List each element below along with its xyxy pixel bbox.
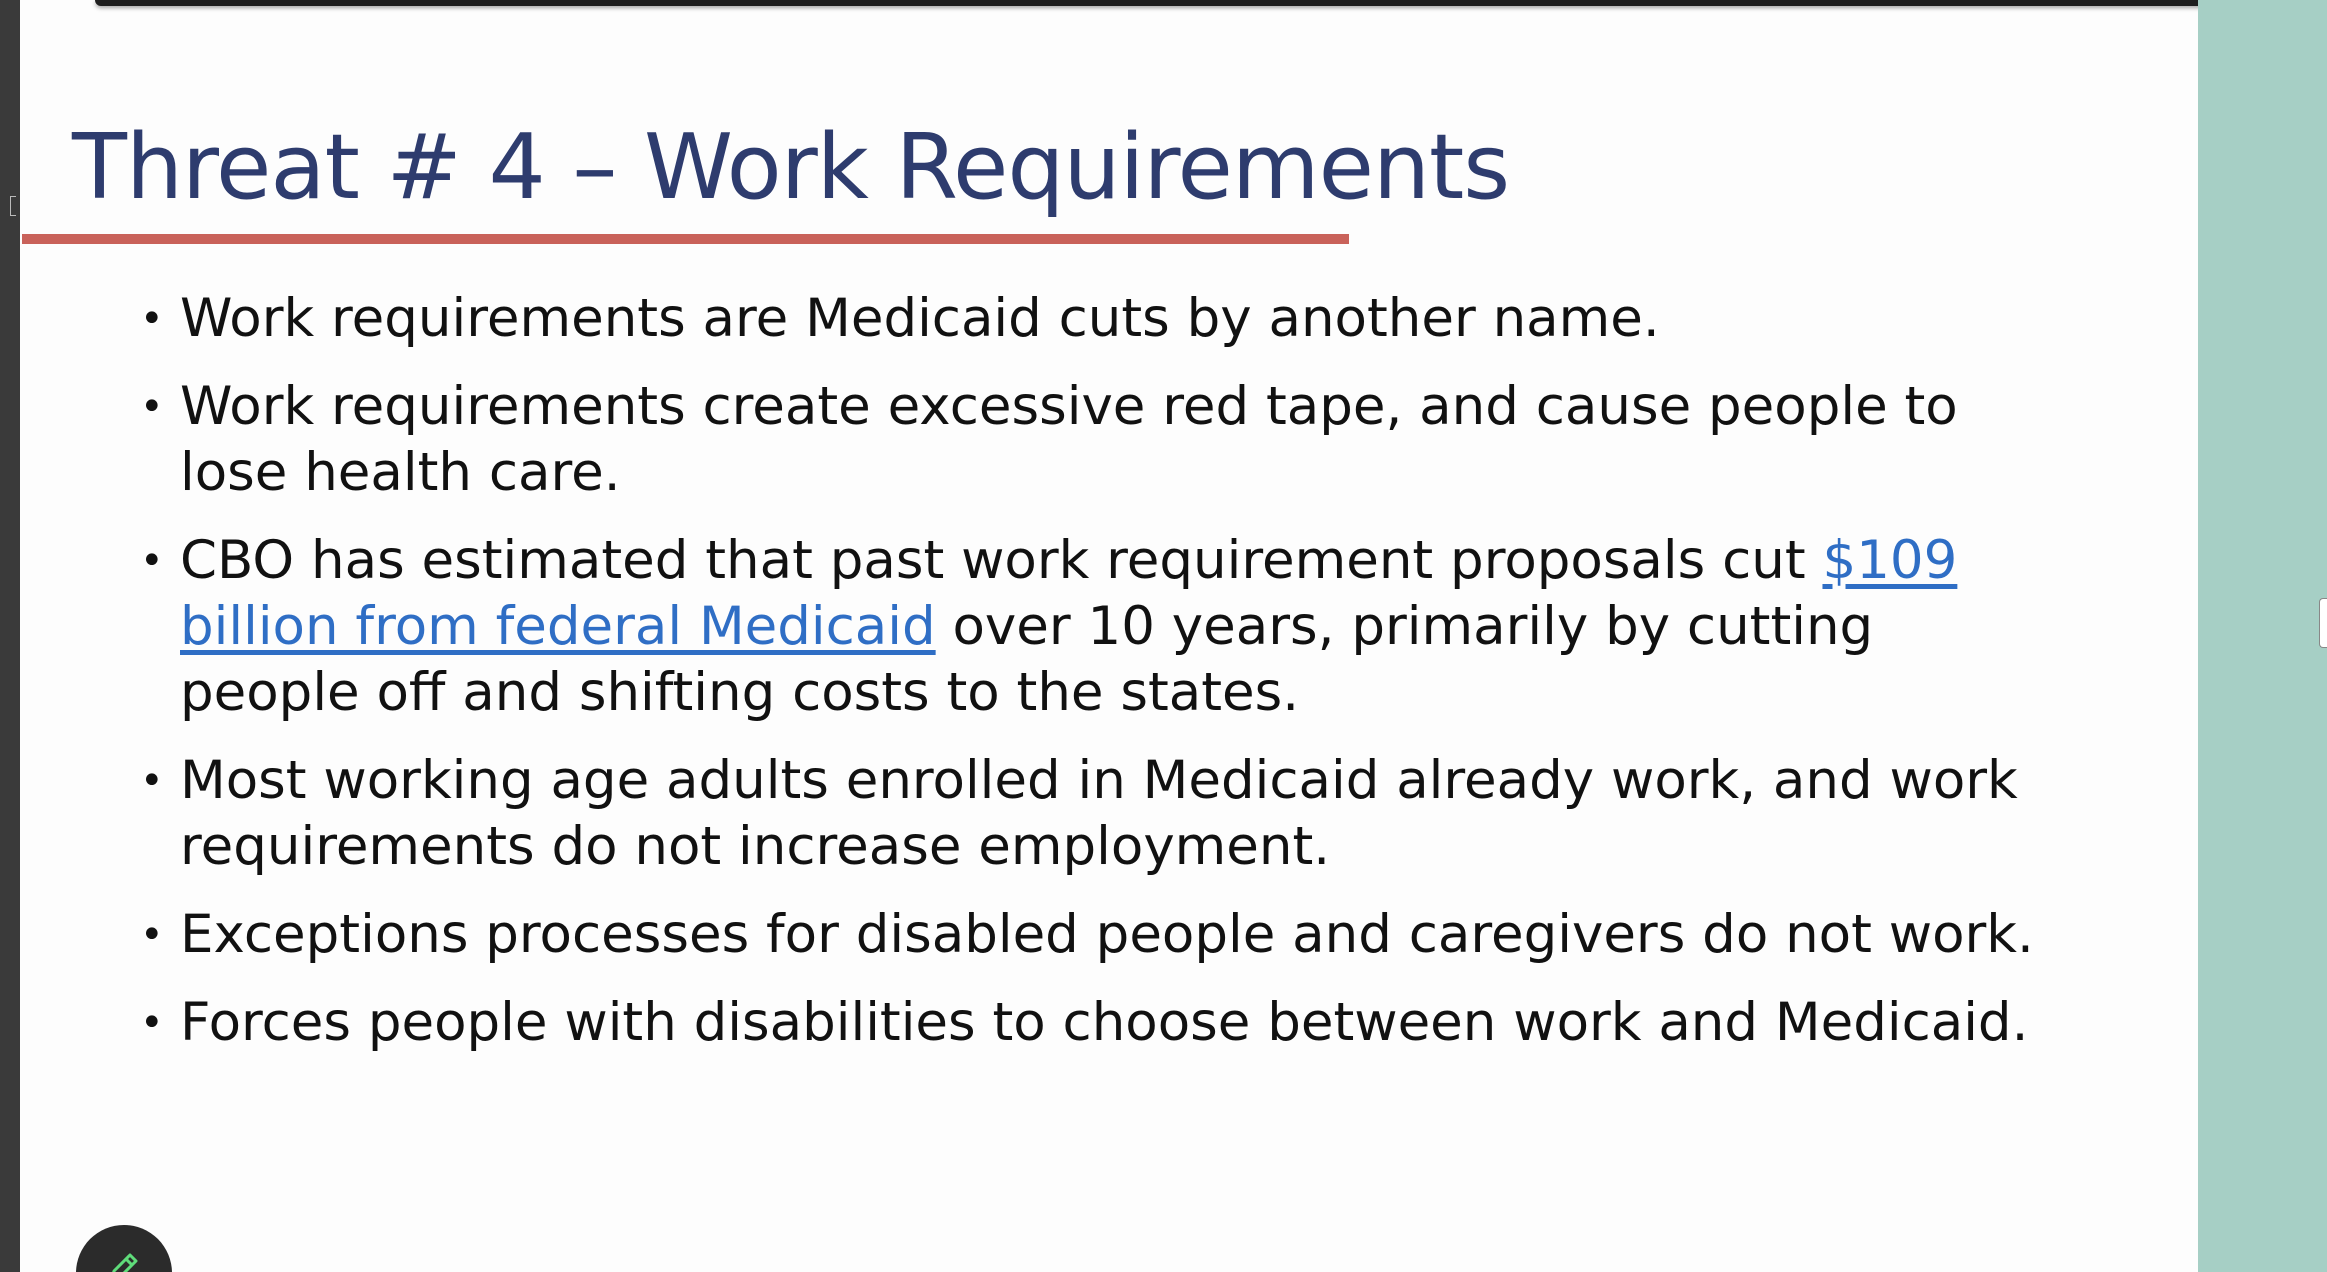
presentation-slide: [20, 6, 2198, 1272]
edge-marker: [10, 196, 16, 216]
bullet-dot: •: [140, 296, 164, 342]
bullet-list: [140, 286, 2040, 1078]
left-window-edge: [0, 0, 20, 1272]
bullet-text: Work requirements are Medicaid cuts by another name.: [180, 288, 1660, 349]
top-toolbar-edge: [95, 0, 2327, 6]
bullet-text: Exceptions processes for disabled people and caregivers do not work.: [180, 904, 2034, 965]
title-underline: [22, 234, 1349, 244]
bullet-item: [140, 902, 2040, 968]
bullet-text-after-link: over 10 years, primarily by cutting people off and shifting costs to the states.: [180, 596, 1874, 723]
bullet-text-before-link: CBO has estimated that past work requirement proposals cut: [180, 530, 1823, 591]
bullet-dot: •: [140, 912, 164, 958]
bullet-dot: •: [140, 384, 164, 430]
bullet-item: [140, 748, 2040, 880]
cbo-estimate-link[interactable]: $109 billion from federal Medicaid: [180, 530, 1958, 657]
bullet-dot: •: [140, 758, 164, 804]
bullet-dot: •: [140, 538, 164, 584]
slide-title: Threat # 4 – Work Requirements: [72, 115, 1510, 220]
bullet-text: Forces people with disabilities to choose between work and Medicaid.: [180, 992, 2029, 1053]
bullet-text: Most working age adults enrolled in Medicaid already work, and work requirements do not increase employment.: [180, 750, 2018, 877]
bullet-item: [140, 374, 2040, 506]
bullet-item: [140, 990, 2040, 1056]
bullet-dot: •: [140, 1000, 164, 1046]
pencil-icon: [104, 1247, 144, 1272]
scrollbar-handle[interactable]: [2319, 598, 2327, 648]
bullet-item: [140, 528, 2040, 726]
bullet-text: Work requirements create excessive red tape, and cause people to lose health care.: [180, 376, 1958, 503]
right-side-panel: [2198, 0, 2327, 1272]
bullet-item: [140, 286, 2040, 352]
